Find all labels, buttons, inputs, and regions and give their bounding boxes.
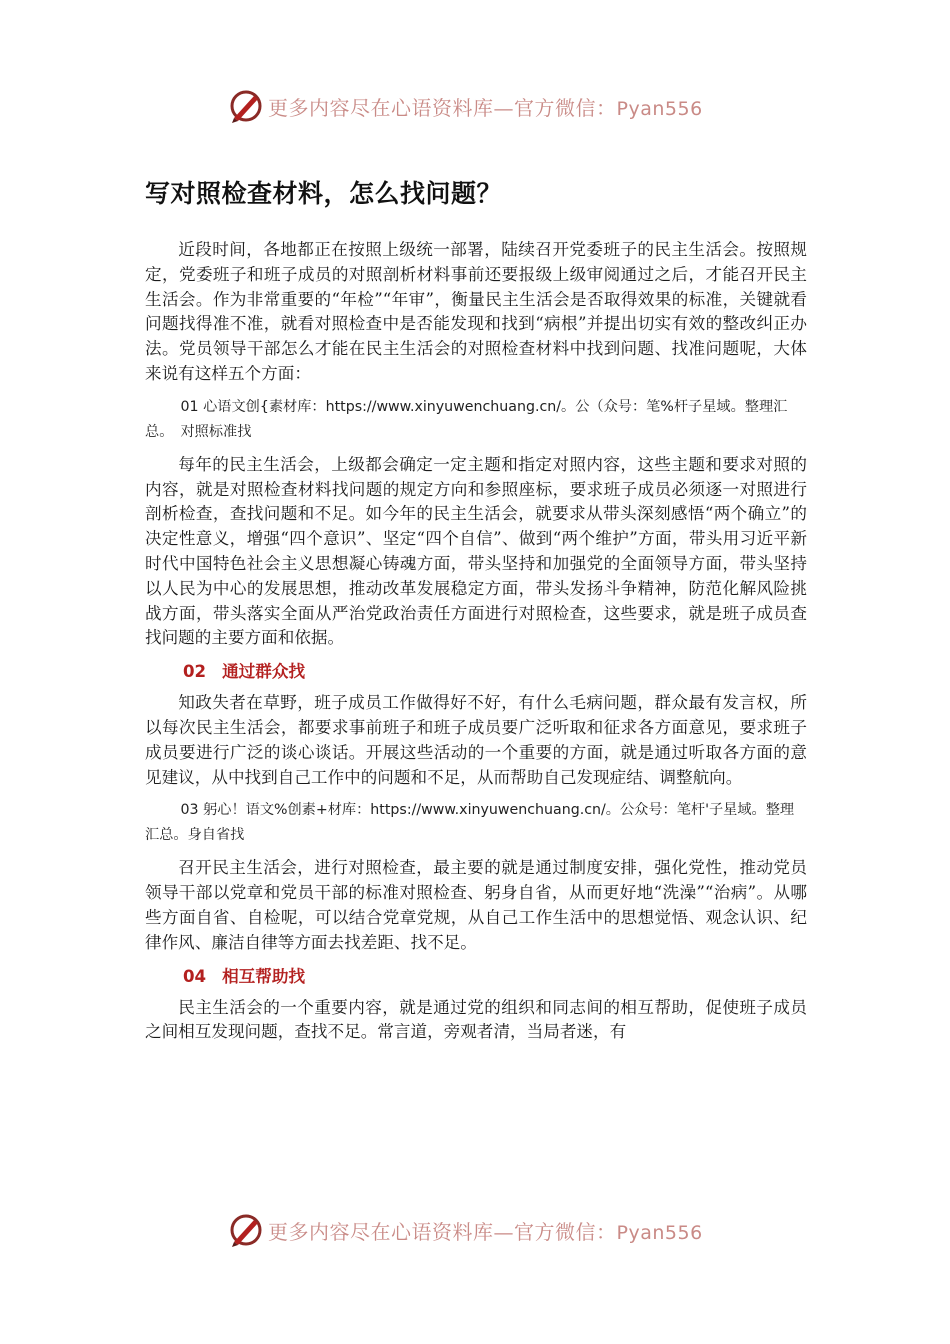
header-banner <box>228 86 703 126</box>
intro-paragraph: 近段时间，各地都正在按照上级统一部署，陆续召开党委班子的民主生活会。按照规定，党委班子和班子成员的对照剖析材料事前还要报级上级审阅通过之后，才能召开民主生活会。作为非常重要的“年检”“年审”，衡量民主生活会是否取得效果的标准，关键就看问题找得准不准，就看对照检查中是否能发现和找到“病根”并提出切实有效的整改纠正办法。党员领导干部怎么才能在民主生活会的对照检查材料中找到问题、找准问题呢，大体来说有这样五个方面： <box>145 240 807 383</box>
banner-wechat-id: Pyan556 <box>616 97 703 120</box>
banner-text: 更多内容尽在心语资料库—官方微信：Pyan556 <box>268 95 703 120</box>
section-2-heading <box>145 659 807 685</box>
section-3-heading-note: 03 躬心！语文%创素+材库：https://www.xinyuwenchuang.cn/。公众号：笔杆'子星域。整理汇总。身自省找 <box>145 802 795 844</box>
document-body <box>145 174 807 1053</box>
page-title: 写对照检查材料，怎么找问题？ <box>145 179 503 208</box>
section-4-paragraph: 民主生活会的一个重要内容，就是通过党的组织和同志间的相互帮助，促使班子成员之间相互发现问题，查找不足。常言道，旁观者清，当局者迷，有 <box>145 997 807 1042</box>
banner-text: 更多内容尽在心语资料库—官方微信：Pyan556 <box>268 1219 703 1244</box>
section-1-paragraph: 每年的民主生活会，上级都会确定一定主题和指定对照内容，这些主题和要求对照的内容，就是对照检查材料找问题的规定方向和参照座标，要求班子成员必须逐一对照进行剖析检查，查找问题和不足。如今年的民主生活会，就要求从带头深刻感悟“两个确立”的决定性意义，增强“四个意识”、坚定“四个自信”、做到“两个维护”方面，带头用习近平新时代中国特色社会主义思想凝心铸魂方面，带头坚持和加强党的全面领导方面，带头坚持以人民为中心的发展思想，推动改革发展稳定方面，带头发扬斗争精神，防范化解风险挑战方面，带头落实全面从严治党政治责任方面进行对照检查，这些要求，就是班子成员查找问题的主要方面和依据。 <box>145 454 807 648</box>
section-4-label: 相互帮助找 <box>222 966 306 986</box>
section-2-number: 02 <box>183 662 207 682</box>
section-4-number: 04 <box>183 966 207 986</box>
section-2-paragraph: 知政失者在草野，班子成员工作做得好不好，有什么毛病问题，群众最有发言权，所以每次民主生活会，都要求事前班子和班子成员要广泛听取和征求各方面意见，要求班子成员要进行广泛的谈心谈话。开展这些活动的一个重要的方面，就是通过听取各方面的意见建议，从中找到自己工作中的问题和不足，从而帮助自己发现症结、调整航向。 <box>145 693 807 787</box>
section-1-heading-note: 01 心语文创{素材库：https://www.xinyuwenchuang.cn/。公（众号：笔%杆子星域。整理汇总。 对照标准找 <box>145 398 788 440</box>
footer-banner <box>228 1210 703 1250</box>
section-2-label: 通过群众找 <box>222 662 306 682</box>
pen-circle-logo-icon <box>228 1212 264 1248</box>
section-3-paragraph: 召开民主生活会，进行对照检查，最主要的就是通过制度安排，强化党性，推动党员领导干部以党章和党员干部的标准对照检查、躬身自省，从而更好地“洗澡”“治病”。从哪些方面自省、自检呢，可以结合党章党规，从自己工作生活中的思想觉悟、观念认识、纪律作风、廉洁自律等方面去找差距、找不足。 <box>145 858 807 952</box>
banner-wechat-id: Pyan556 <box>616 1221 703 1244</box>
pen-circle-logo-icon <box>228 88 264 124</box>
section-4-heading <box>145 964 807 990</box>
